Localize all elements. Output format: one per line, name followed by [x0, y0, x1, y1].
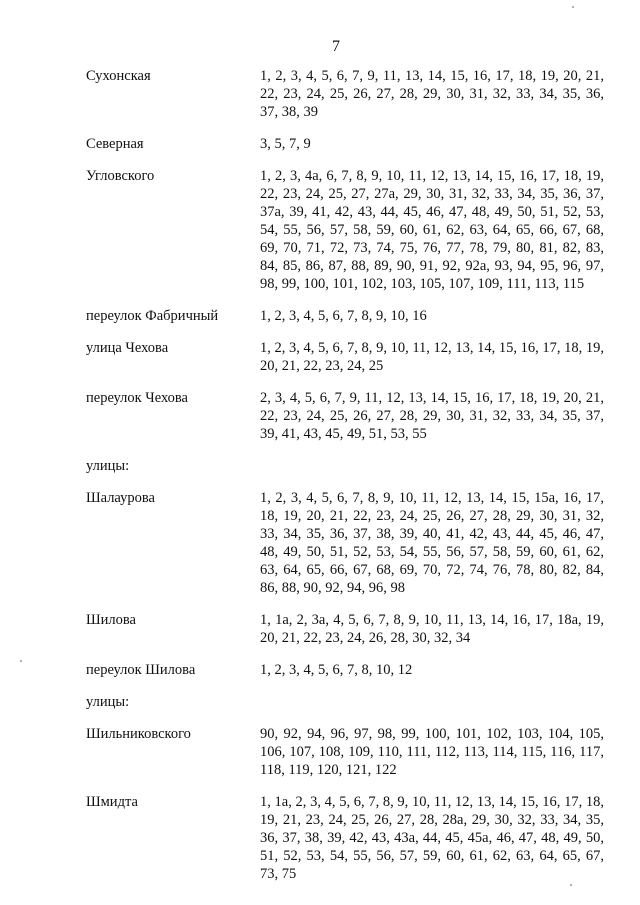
street-row — [86, 339, 626, 375]
street-name: Шалаурова — [86, 490, 155, 506]
street-name: Шилова — [86, 612, 136, 628]
house-numbers: 1, 1а, 2, 3, 4, 5, 6, 7, 8, 9, 10, 11, 12, 13, 14, 15, 16, 17, 18, 19, 21, 23, 24, 25, 26, 27, 28, 28а, 29, 30, 32, 33, 34, 35, 36, 37, 38, 39, 42, 43, 43а, 44, 45, 45а, 46, 47, 48, 49, 50, 51, 52, 53, 54, 55, 56, 57, 59, 60, 61, 62, 63, 64, 65, 67, 73, 75 — [260, 794, 604, 882]
street-row — [86, 67, 626, 121]
street-row — [86, 135, 626, 153]
house-numbers: 1, 2, 3, 4, 5, 6, 7, 8, 9, 10, 11, 12, 13, 14, 15, 16, 17, 18, 19, 20, 21, 22, 23, 24, 25 — [260, 340, 604, 374]
house-numbers: 1, 2, 3, 4а, 6, 7, 8, 9, 10, 11, 12, 13, 14, 15, 16, 17, 18, 19, 22, 23, 24, 25, 27, 27а, 29, 30, 31, 32, 33, 34, 35, 36, 37, 37а, 39, 41, 42, 43, 44, 45, 46, 47, 48, 49, 50, 51, 52, 53, 54, 55, 56, 57, 58, 59, 60, 61, 62, 63, 64, 65, 66, 67, 68, 69, 70, 71, 72, 73, 74, 75, 76, 77, 78, 79, 80, 81, 82, 83, 84, 85, 86, 87, 88, 89, 90, 91, 92, 92а, 93, 94, 95, 96, 97, 98, 99, 100, 101, 102, 103, 105, 107, 109, 111, 113, 115 — [260, 168, 604, 292]
house-numbers: 90, 92, 94, 96, 97, 98, 99, 100, 101, 102, 103, 104, 105, 106, 107, 108, 109, 110, 111, 112, 113, 114, 115, 116, 117, 118, 119, 120, 121, 122 — [260, 726, 604, 778]
page-number: 7 — [332, 38, 340, 55]
street-row — [86, 167, 626, 293]
house-numbers: 2, 3, 4, 5, 6, 7, 9, 11, 12, 13, 14, 15, 16, 17, 18, 19, 20, 21, 22, 23, 24, 25, 26, 27, 28, 29, 30, 31, 32, 33, 34, 35, 37, 39, 41, 43, 45, 49, 51, 53, 55 — [260, 390, 604, 442]
street-list — [86, 67, 626, 897]
street-row — [86, 389, 626, 443]
street-name: Шмидта — [86, 794, 138, 810]
house-numbers — [260, 457, 604, 475]
street-row — [86, 661, 626, 679]
section-heading-label: улицы: — [86, 458, 130, 474]
street-row — [86, 611, 626, 647]
section-heading — [86, 693, 626, 711]
street-name: Угловского — [86, 168, 155, 184]
house-numbers: 1, 2, 3, 4, 5, 6, 7, 8, 10, 12 — [260, 662, 413, 678]
house-numbers: 1, 2, 3, 4, 5, 6, 7, 9, 11, 13, 14, 15, 16, 17, 18, 19, 20, 21, 22, 23, 24, 25, 26, 27, 28, 29, 30, 31, 32, 33, 34, 35, 36, 37, 38, 39 — [260, 68, 604, 120]
house-numbers: 1, 2, 3, 4, 5, 6, 7, 8, 9, 10, 11, 12, 13, 14, 15, 15а, 16, 17, 18, 19, 20, 21, 22, 23, 24, 25, 26, 27, 28, 29, 30, 31, 32, 33, 34, 35, 36, 37, 38, 39, 40, 41, 42, 43, 44, 45, 46, 47, 48, 49, 50, 51, 52, 53, 54, 55, 56, 57, 58, 59, 60, 61, 62, 63, 64, 65, 66, 67, 68, 69, 70, 72, 74, 76, 78, 80, 82, 84, 86, 88, 90, 92, 94, 96, 98 — [260, 490, 604, 596]
section-heading-label: улицы: — [86, 694, 130, 710]
street-name: переулок Чехова — [86, 390, 188, 406]
house-numbers: 3, 5, 7, 9 — [260, 136, 311, 152]
street-name: Сухонская — [86, 68, 151, 84]
street-name: переулок Фабричный — [86, 308, 219, 324]
house-numbers: 1, 1а, 2, 3а, 4, 5, 6, 7, 8, 9, 10, 11, 13, 14, 16, 17, 18а, 19, 20, 21, 22, 23, 24, 26, 28, 30, 32, 34 — [260, 612, 604, 646]
scan-speck — [572, 6, 574, 8]
street-row — [86, 307, 626, 325]
street-name: Шильниковского — [86, 726, 191, 742]
street-name: Северная — [86, 136, 144, 152]
street-row — [86, 489, 626, 597]
street-name: переулок Шилова — [86, 662, 196, 678]
scan-speck — [20, 660, 22, 662]
house-numbers — [260, 693, 604, 711]
section-heading — [86, 457, 626, 475]
street-row — [86, 725, 626, 779]
scan-speck — [570, 884, 572, 886]
house-numbers: 1, 2, 3, 4, 5, 6, 7, 8, 9, 10, 16 — [260, 308, 427, 324]
street-row — [86, 793, 626, 883]
street-name: улица Чехова — [86, 340, 169, 356]
